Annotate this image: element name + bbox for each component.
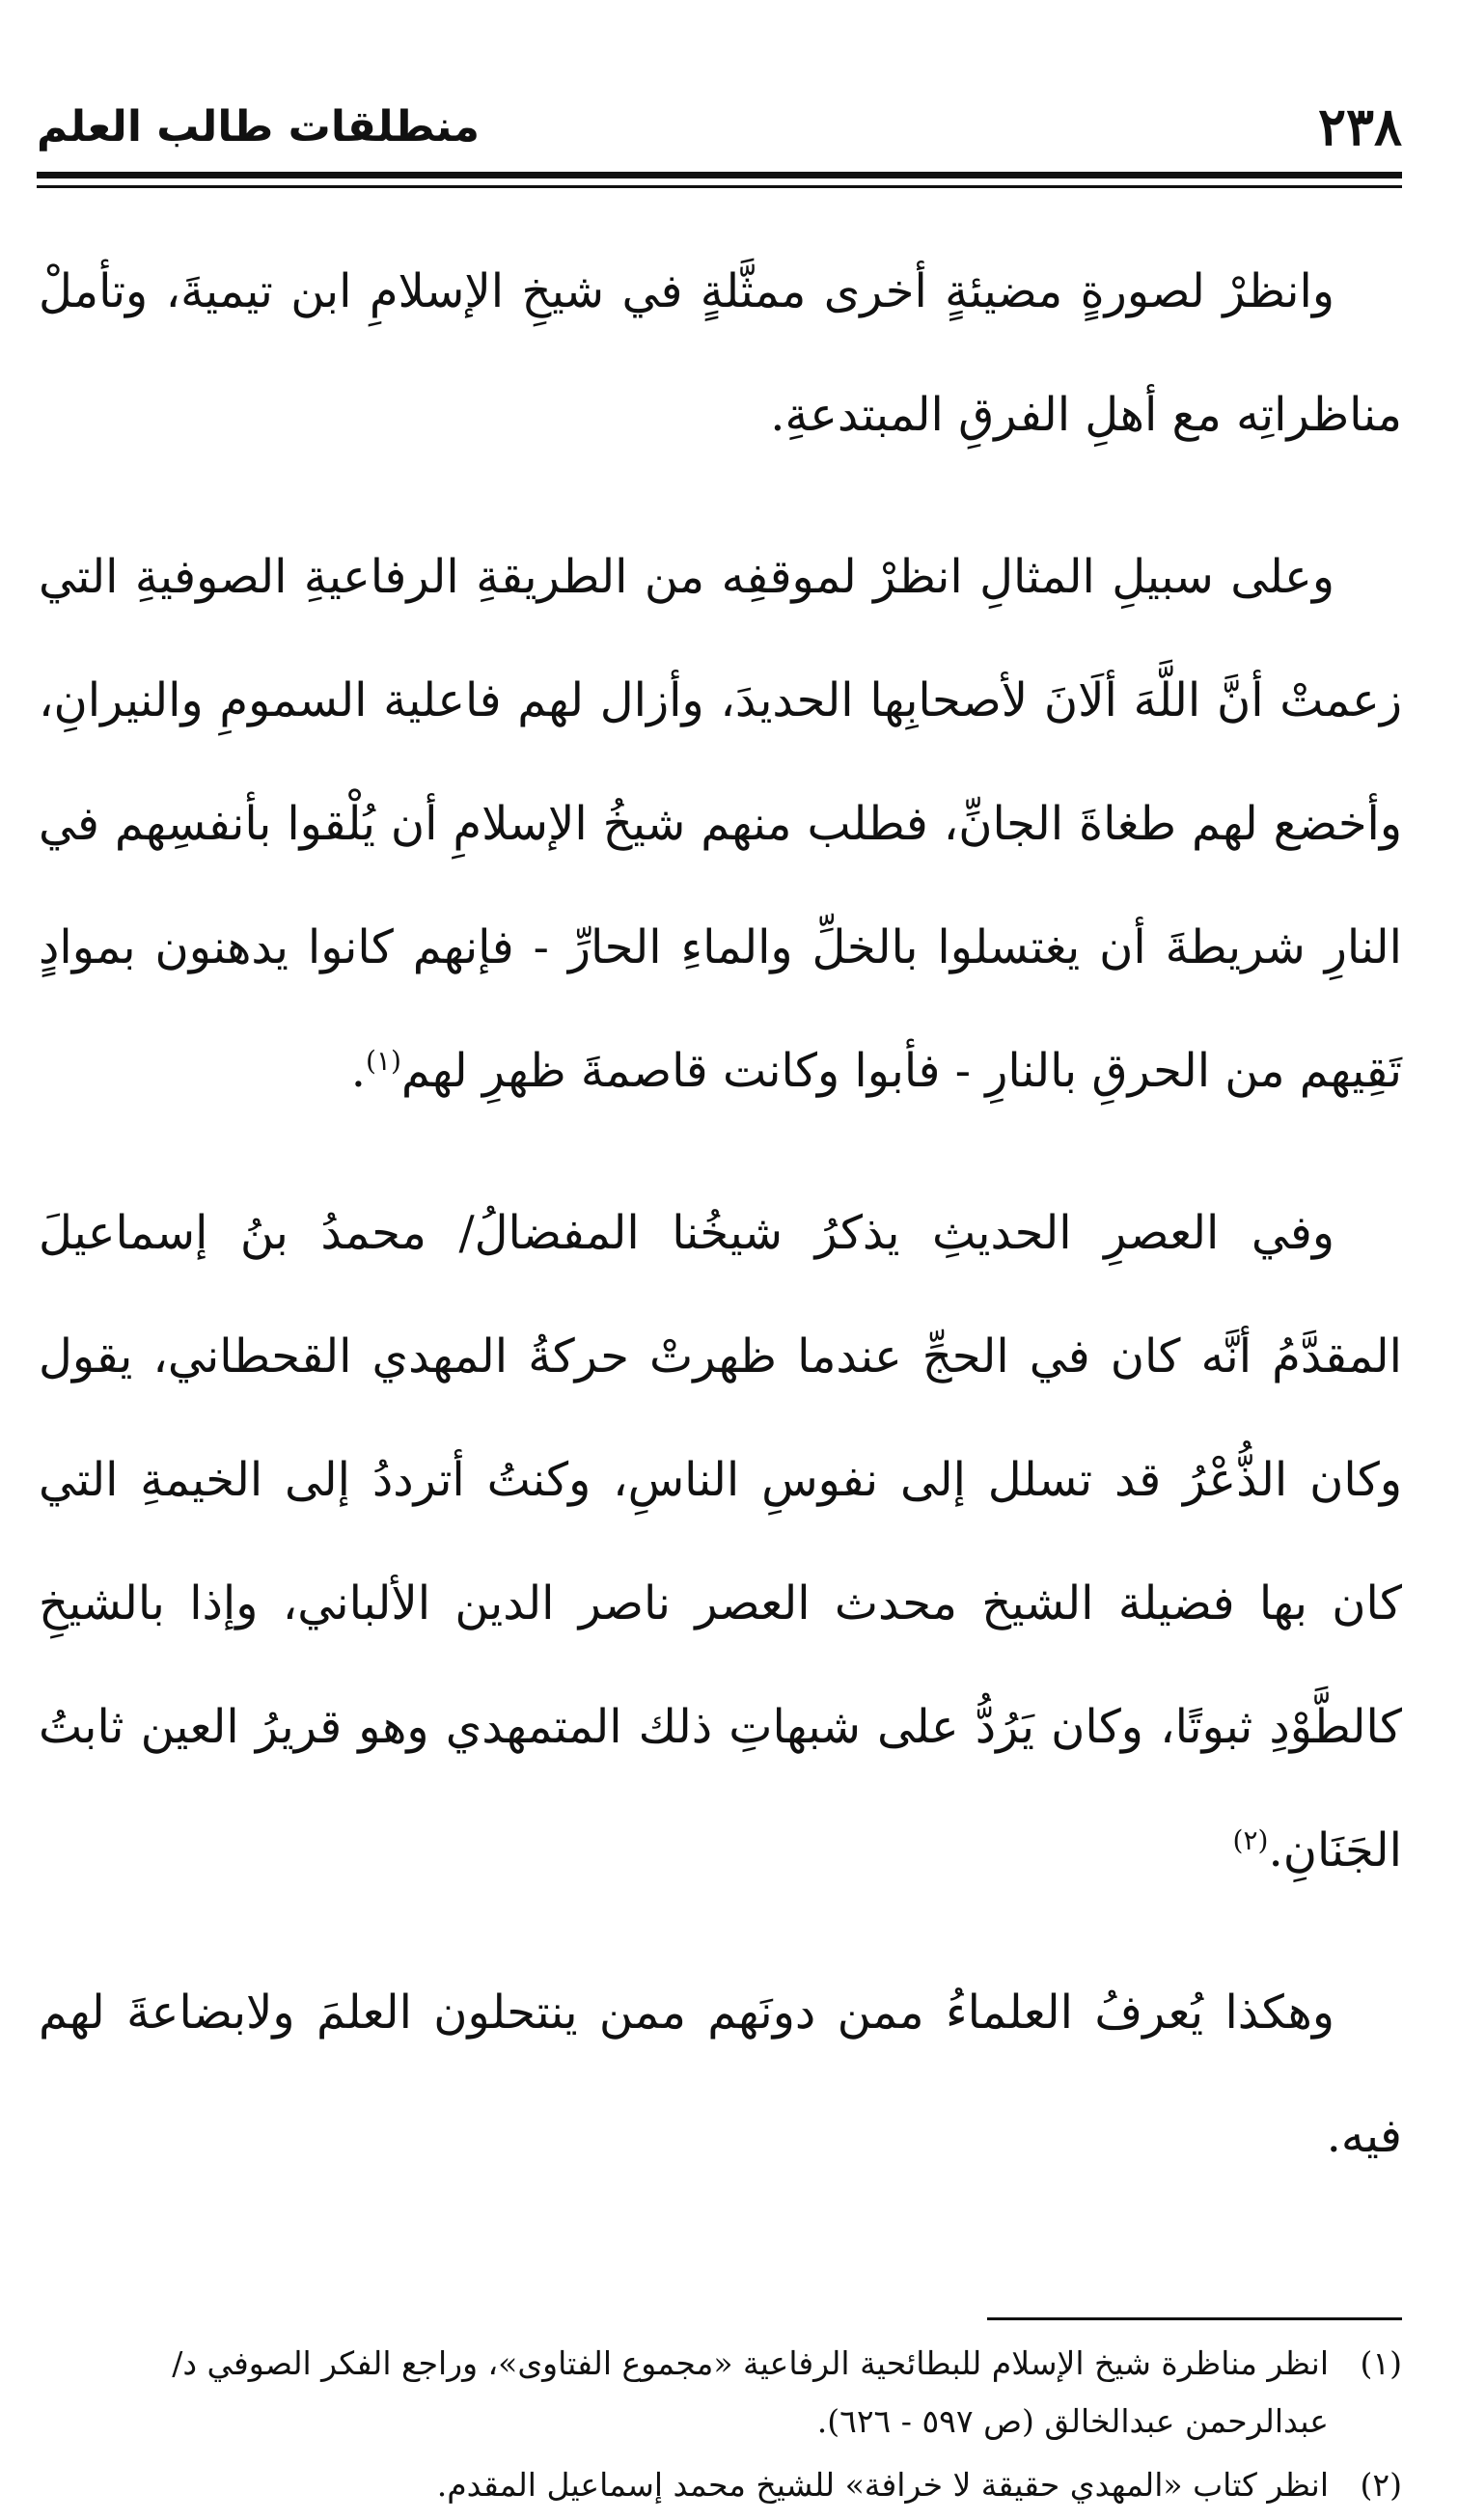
- page-number: ٢٣٨: [1317, 96, 1402, 157]
- footnote-number: (٢): [1360, 2466, 1402, 2504]
- paragraph-tail: .: [350, 1044, 366, 1098]
- paragraph: [39, 230, 1402, 477]
- footnote-text: انظر كتاب «المهدي حقيقة لا خرافة» للشيخ محمد إسماعيل المقدم.: [436, 2466, 1329, 2504]
- footnote-reference: (٢): [1232, 1824, 1269, 1856]
- main-text: [39, 230, 1402, 2236]
- paragraph-text: وهكذا يُعرفُ العلماءُ ممن دونَهم ممن ينتحلون العلمَ ولابضاعةَ لهم فيه.: [39, 1986, 1402, 2163]
- footnote: [39, 2335, 1402, 2451]
- page-header: [37, 93, 1402, 170]
- header-rule-thin: [37, 185, 1402, 188]
- footnote-reference: (١): [365, 1045, 401, 1077]
- footnote-separator: [987, 2317, 1402, 2320]
- footnote-text: انظر مناظرة شيخ الإسلام للبطائحية الرفاعية «مجموع الفتاوى»، وراجع الفكر الصوفي د/ عبدالرحمن عبدالخالق (ص ٥٩٧ - ٦٢٦).: [172, 2344, 1329, 2440]
- running-title: منطلقات طالب العلم: [37, 102, 481, 151]
- paragraph: [39, 1171, 1402, 1912]
- paragraph-text: وعلى سبيلِ المثالِ انظرْ لموقفِه من الطريقةِ الرفاعيةِ الصوفيةِ التي زعمتْ أنَّ اللَّهَ ألَانَ لأصحابِها الحديدَ، وأزال لهم فاعلية السمومِ والنيرانِ، وأخضع لهم طغاةَ الجانِّ، فطلب منهم شيخُ الإسلامِ أن يُلْقوا بأنفسِهم في النارِ شريطةَ أن يغتسلوا بالخلِّ والماءِ الحارِّ - فإنهم كانوا يدهنون بموادٍ تَقِيهم من الحرقِ بالنارِ - فأبوا وكانت قاصمةَ ظهرِ لهم: [39, 550, 1402, 1098]
- footnote: [39, 2456, 1402, 2514]
- paragraph-text: وفي العصرِ الحديثِ يذكرُ شيخُنا المفضالُ/ محمدُ بنُ إسماعيلَ المقدَّمُ أنَّه كان في الحجِّ عندما ظهرتْ حركةُ المهدي القحطاني، يقول وكان الذُّعْرُ قد تسلل إلى نفوسِ الناسِ، وكنتُ أترددُ إلى الخيمةِ التي كان بها فضيلة الشيخ محدث العصر ناصر الدين الألباني، وإذا بالشيخِ كالطَّوْدِ ثبوتًا، وكان يَرُدُّ على شبهاتِ ذلك المتمهدي وهو قريرُ العين ثابتُ الجَنَانِ.: [39, 1206, 1403, 1877]
- paragraph: [39, 515, 1402, 1133]
- footnote-number: (١): [1360, 2344, 1402, 2382]
- paragraph: [39, 1951, 1402, 2198]
- paragraph-text: وانظرْ لصورةٍ مضيئةٍ أخرى ممثَّلةٍ في شيخِ الإسلامِ ابن تيميةَ، وتأملْ مناظراتِه مع أهلِ الفرقِ المبتدعةِ.: [39, 264, 1402, 442]
- footnotes: [39, 2335, 1402, 2520]
- header-rule-thick: [37, 172, 1402, 178]
